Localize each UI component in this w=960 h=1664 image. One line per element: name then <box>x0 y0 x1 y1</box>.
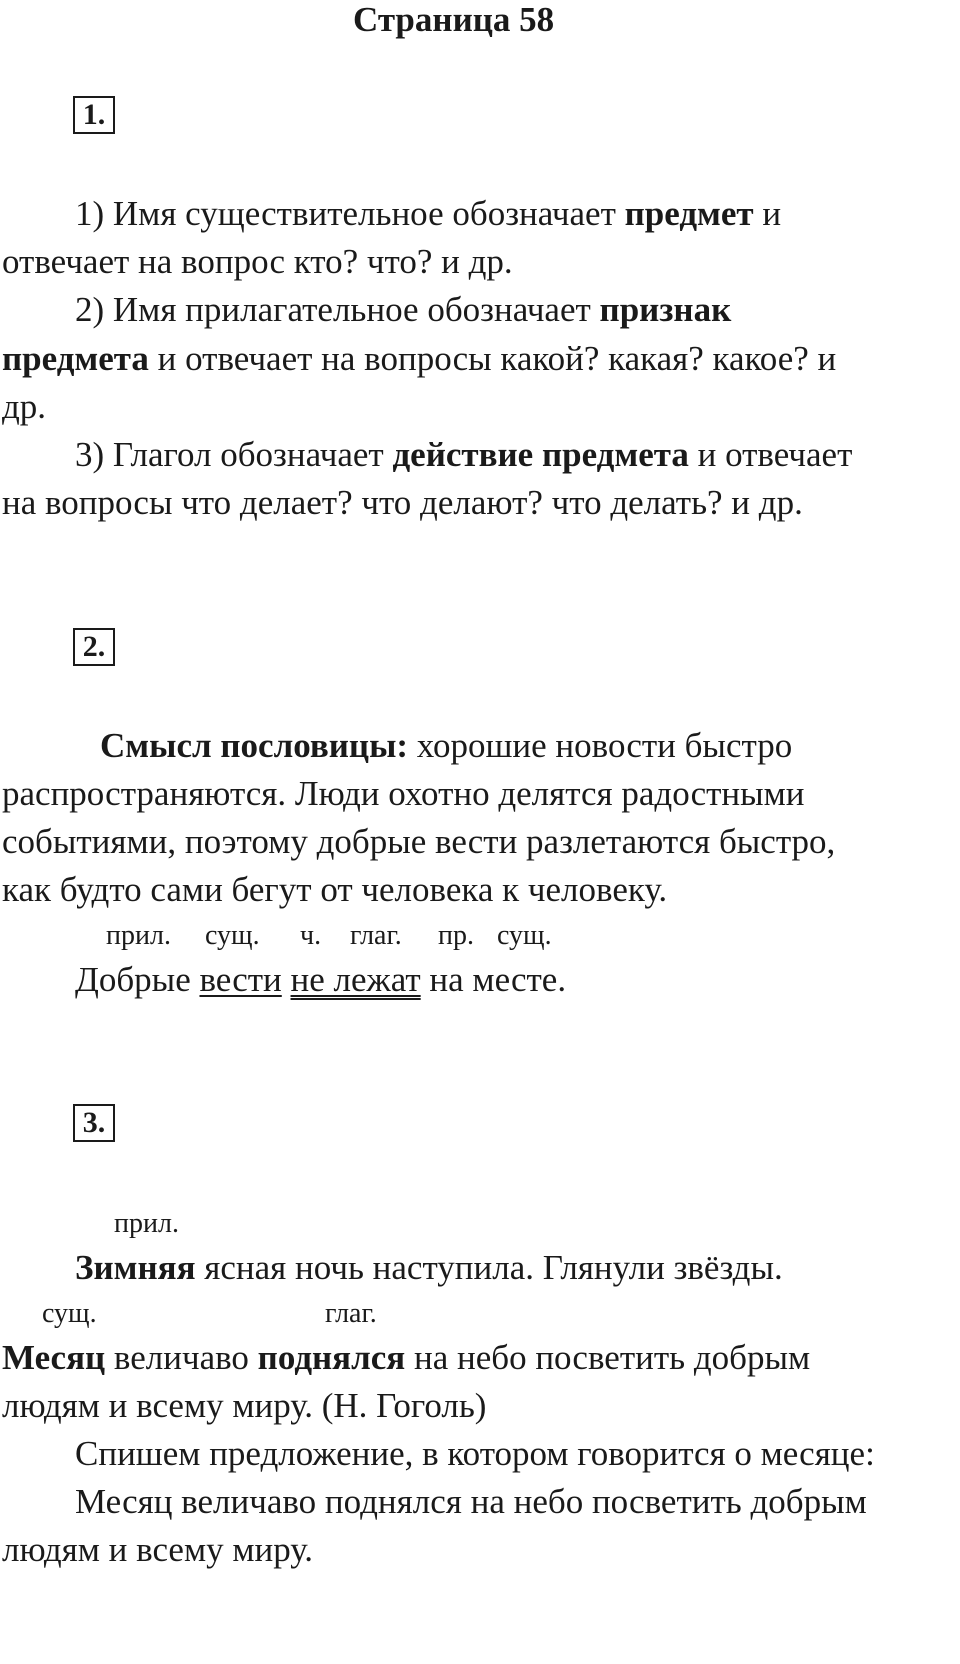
subject-underlined: вести <box>199 960 282 999</box>
task-3-line-1: Зимняя ясная ночь наступила. Глянули звёзды. <box>75 1248 783 1287</box>
task-2-line-2: распространяются. Люди охотно делятся радостными <box>2 774 805 813</box>
task-3-line-4: Спишем предложение, в котором говорится о месяце: <box>75 1434 875 1473</box>
task-1-line-7: на вопросы что делает? что делают? что делать? и др. <box>2 483 803 522</box>
page-title: Страница 58 <box>353 0 555 39</box>
task-3-number-box: 3. <box>73 1104 115 1142</box>
task-1-line-2: отвечает на вопрос кто? что? и др. <box>2 242 513 281</box>
task-2-line-1: Смысл пословицы: хорошие новости быстро <box>100 726 793 765</box>
task-2-line-3: событиями, поэтому добрые вести разлетаются быстро, <box>2 822 836 861</box>
task-2-pos-label: прил. <box>106 920 171 951</box>
task-1-line-1: 1) Имя существительное обозначает предмет и <box>75 194 782 233</box>
task-2-pos-label: сущ. <box>205 920 260 951</box>
task-3-line-6: людям и всему миру. <box>2 1530 314 1569</box>
predicate-underlined: не лежат <box>290 960 421 999</box>
task-2-pos-label: ч. <box>300 920 322 951</box>
task-1-line-3: 2) Имя прилагательное обозначает признак <box>75 290 732 329</box>
task-1-line-5: др. <box>2 387 47 426</box>
task-3-verb-label: глаг. <box>325 1298 377 1329</box>
task-3-line-5: Месяц величаво поднялся на небо посветить добрым <box>75 1482 867 1521</box>
task-1-line-4: предмета и отвечает на вопросы какой? какая? какое? и <box>2 339 837 378</box>
task-2-pos-label: пр. <box>438 920 474 951</box>
task-1-number-box: 1. <box>73 96 115 134</box>
task-3-line-2: Месяц величаво поднялся на небо посветить добрым <box>2 1338 811 1377</box>
task-2-pos-label: сущ. <box>497 920 552 951</box>
task-3-noun-label: сущ. <box>42 1298 97 1329</box>
task-1-line-6: 3) Глагол обозначает действие предмета и отвечает <box>75 435 853 474</box>
task-2-pos-label: глаг. <box>350 920 402 951</box>
task-2-number-box: 2. <box>73 628 115 666</box>
task-2-proverb-sentence: Добрые вести не лежат на месте. <box>75 960 567 999</box>
task-3-line-3: людям и всему миру. (Н. Гоголь) <box>2 1386 487 1425</box>
task-3-adj-label: прил. <box>114 1208 179 1239</box>
task-2-line-4: как будто сами бегут от человека к человеку. <box>2 870 668 909</box>
